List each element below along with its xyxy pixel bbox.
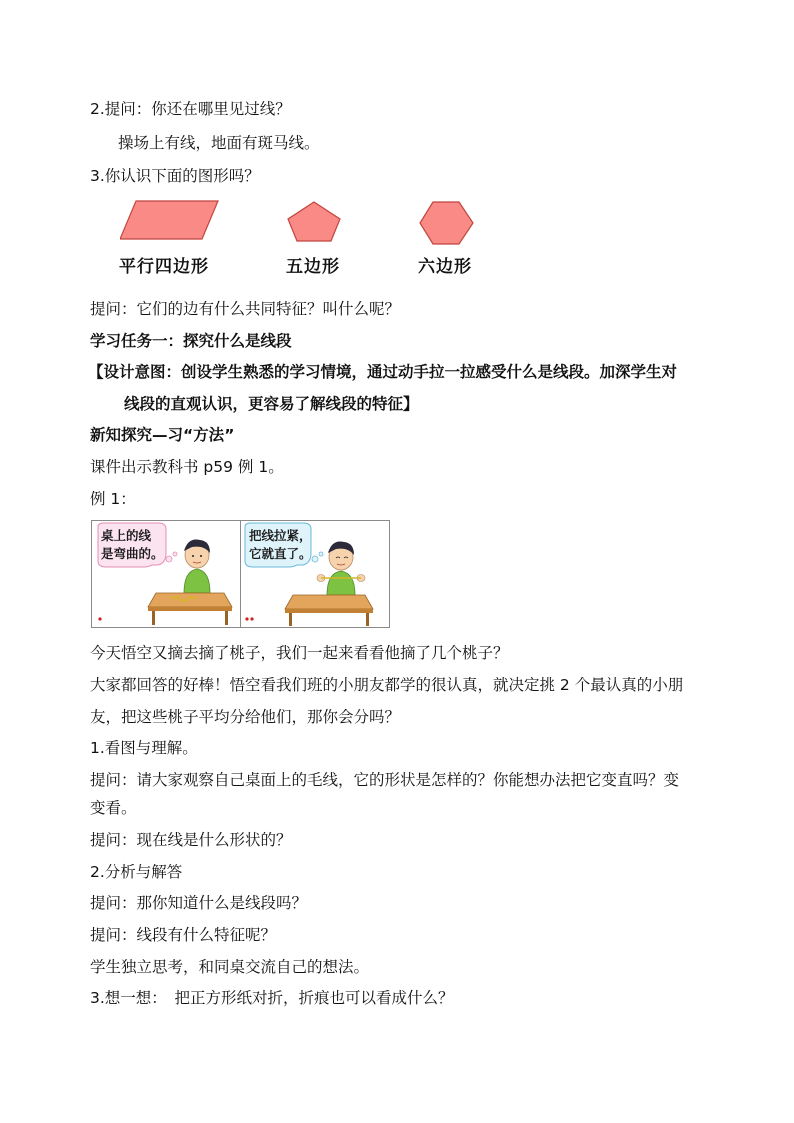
red-dot [98, 617, 101, 620]
step-1-question-1: 提问：请大家观察自己桌面上的毛线，它的形状是怎样的？你能想办法把它变直吗？变 [90, 771, 680, 789]
question-2: 2.提问：你还在哪里见过线？ [90, 100, 291, 118]
right-panel [241, 521, 389, 627]
step-2-question-1: 提问：那你知道什么是线段吗？ [90, 894, 308, 912]
peach-line-3: 友，把这些桃子平均分给他们，那你会分吗？ [90, 708, 401, 726]
peach-line-1: 今天悟空又摘去摘了桃子，我们一起来看看他摘了几个桃子？ [90, 644, 509, 662]
boy-figure-right [317, 541, 365, 595]
step-2-heading: 2.分析与解答 [90, 863, 183, 881]
courseware-note: 课件出示教科书 p59 例 1。 [90, 458, 284, 476]
pentagon-shape [288, 202, 340, 241]
left-bubble-line-2: 是弯曲的。 [101, 546, 164, 561]
peach-line-2: 大家都回答的好棒！悟空看我们班的小朋友都学的很认真，就决定挑 2 个最认真的小朋 [90, 676, 684, 694]
question-2-answer: 操场上有线，地面有斑马线。 [118, 134, 320, 152]
red-dot [250, 617, 253, 620]
example-label: 例 1： [90, 490, 136, 508]
right-bubble-line-2: 它就直了。 [249, 546, 312, 561]
task-1-title: 学习任务一：探究什么是线段 [90, 332, 292, 350]
step-3-question: 3.想一想： 把正方形纸对折，折痕也可以看成什么？ [90, 989, 454, 1007]
step-2-note: 学生独立思考，和同桌交流自己的想法。 [90, 958, 370, 976]
design-intent-line-2: 线段的直观认识，更容易了解线段的特征】 [124, 395, 419, 413]
shapes-figure [120, 195, 490, 250]
hexagon-label: 六边形 [418, 257, 472, 277]
step-1-question-1-continued: 变看。 [90, 799, 137, 817]
right-bubble-line-1: 把线拉紧， [249, 528, 312, 543]
question-3: 3.你认识下面的图形吗？ [90, 167, 260, 185]
boy-figure-left [184, 539, 210, 593]
hexagon-shape [420, 202, 473, 244]
left-bubble-line-1: 桌上的线 [101, 528, 152, 543]
desk-right [285, 595, 373, 626]
question-3-followup: 提问：它们的边有什么共同特征？叫什么呢？ [90, 300, 401, 318]
example-illustration [91, 520, 390, 628]
step-1-question-2: 提问：现在线是什么形状的？ [90, 831, 292, 849]
red-dot [245, 617, 248, 620]
step-2-question-2: 提问：线段有什么特征呢？ [90, 926, 277, 944]
design-intent-line-1: 【设计意图：创设学生熟悉的学习情境，通过动手拉一拉感受什么是线段。加深学生对 [88, 363, 678, 381]
pentagon-label: 五边形 [286, 257, 340, 277]
step-1-heading: 1.看图与理解。 [90, 739, 198, 757]
parallelogram-label: 平行四边形 [119, 257, 209, 277]
parallelogram-shape [120, 201, 218, 239]
new-knowledge-heading: 新知探究—习“方法” [90, 426, 235, 444]
left-panel [92, 521, 240, 627]
